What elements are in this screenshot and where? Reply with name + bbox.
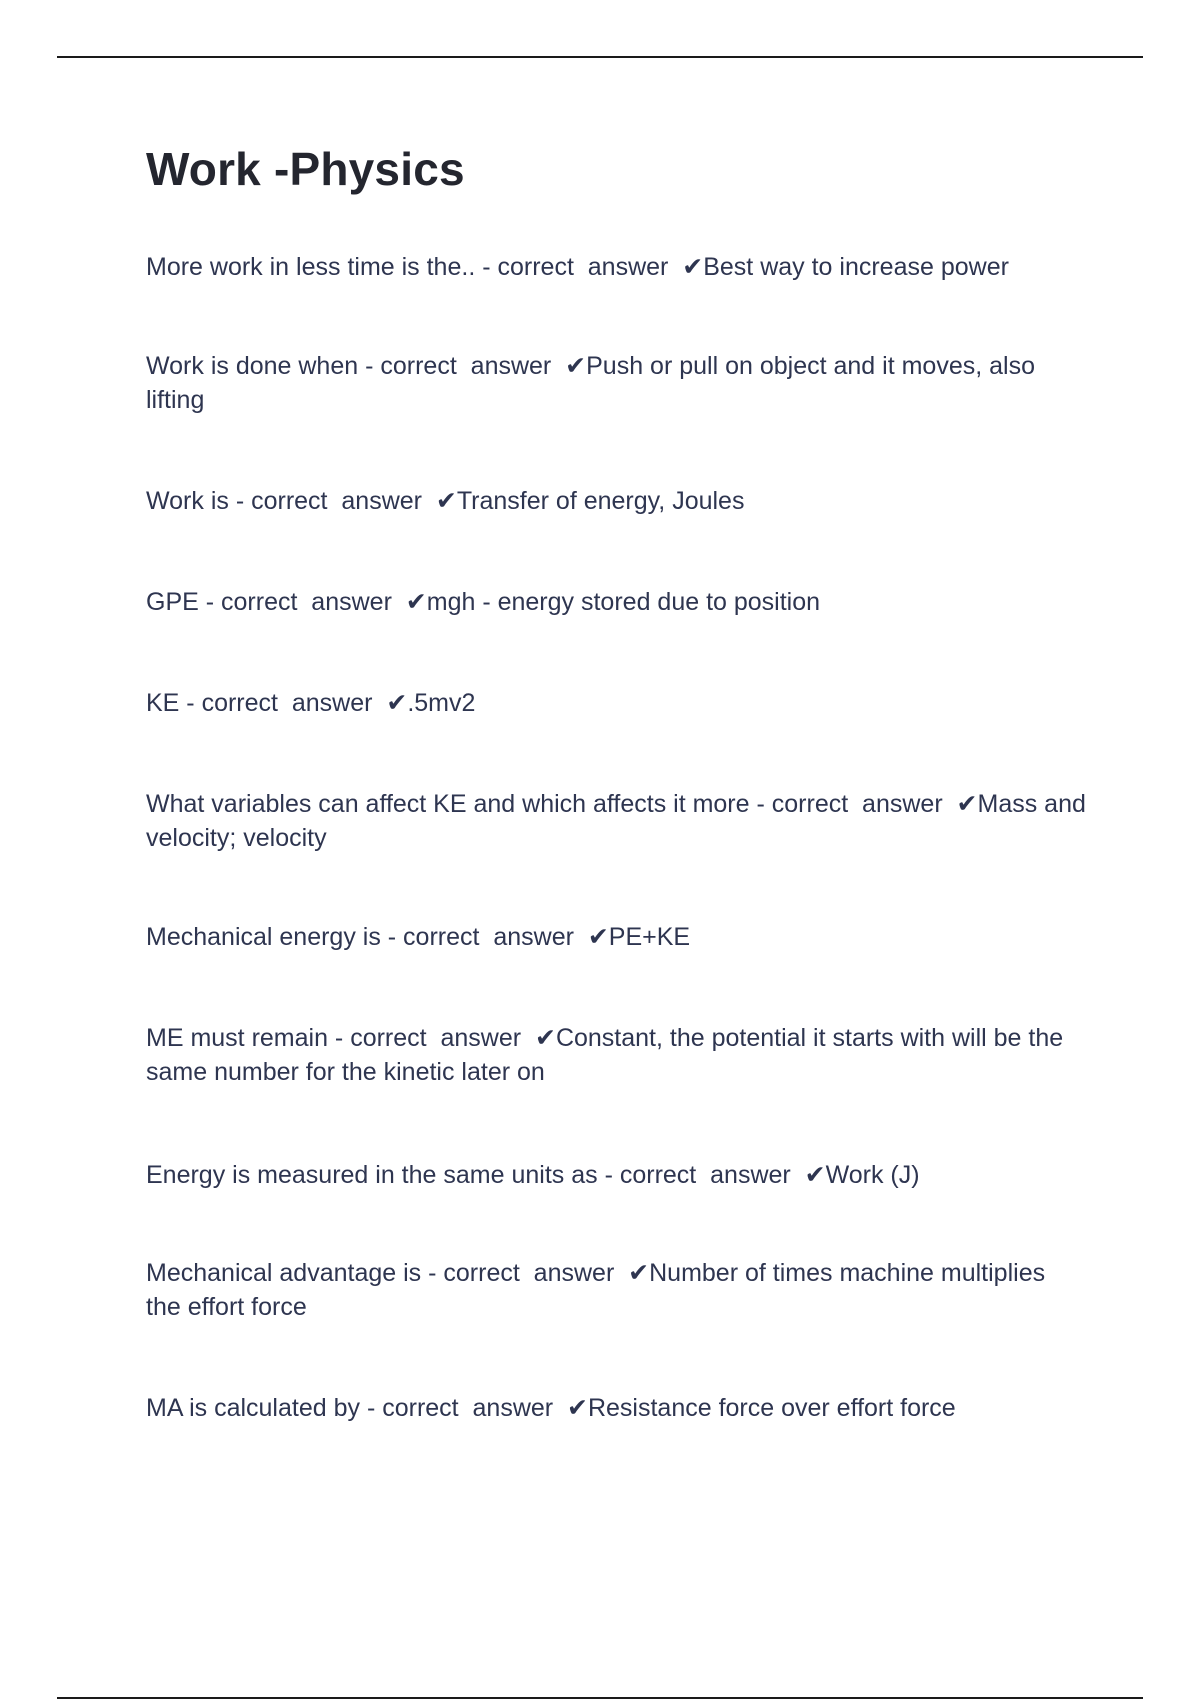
answer-text: Best way to increase power [703,253,1009,281]
qa-item-5 [146,686,1086,720]
answer-text: Push or pull on object and it moves, also lifting [146,352,1035,414]
answer-separator: - correct answer ✔ [421,1259,650,1287]
question-text: Mechanical energy is [146,923,381,951]
answer-separator: - correct answer ✔ [360,1394,588,1422]
question-text: KE [146,689,180,717]
question-text: GPE [146,588,199,616]
question-text: Mechanical advantage is [146,1259,422,1287]
answer-separator: - correct answer ✔ [597,1161,826,1189]
question-text: ME must remain [146,1024,328,1052]
answer-text: Constant, the potential it starts with will be the same number for the kinetic later on [146,1024,1064,1086]
answer-separator: - correct answer ✔ [198,588,427,616]
answer-text: Mass and velocity; velocity [146,790,1086,852]
page-title: Work -Physics [146,143,465,195]
answer-text: Work (J) [825,1161,920,1189]
answer-text: PE+KE [608,923,691,951]
question-text: More work in less time is the.. [146,253,476,281]
question-text: Work is done when [146,352,359,380]
qa-item-9 [146,1158,1086,1192]
question-text: What variables can affect KE and which affects it more [146,790,750,818]
answer-text: Transfer of energy, Joules [456,487,745,515]
qa-item-1 [146,250,1086,284]
qa-item-2 [146,349,1086,417]
qa-item-4 [146,585,1086,619]
qa-item-3 [146,484,1086,518]
answer-text: mgh - energy stored due to position [426,588,821,616]
answer-text: Number of times machine multiplies the effort force [146,1259,1046,1321]
bottom-rule [57,1697,1143,1699]
qa-item-11 [146,1391,1086,1425]
answer-text: Resistance force over effort force [587,1394,956,1422]
answer-separator: - correct answer ✔ [358,352,587,380]
question-text: Work is [146,487,229,515]
top-rule [57,56,1143,58]
question-text: Energy is measured in the same units as [146,1161,598,1189]
answer-separator: - correct answer ✔ [179,689,408,717]
answer-separator: - correct answer ✔ [475,253,704,281]
question-text: MA is calculated by [146,1394,360,1422]
qa-item-8 [146,1021,1086,1089]
answer-separator: - correct answer ✔ [327,1024,556,1052]
qa-item-7 [146,920,1086,954]
answer-text: .5mv2 [407,689,476,717]
answer-separator: - correct answer ✔ [228,487,457,515]
answer-separator: - correct answer ✔ [380,923,609,951]
qa-item-10 [146,1256,1086,1324]
answer-separator: - correct answer ✔ [749,790,978,818]
qa-item-6 [146,787,1086,855]
